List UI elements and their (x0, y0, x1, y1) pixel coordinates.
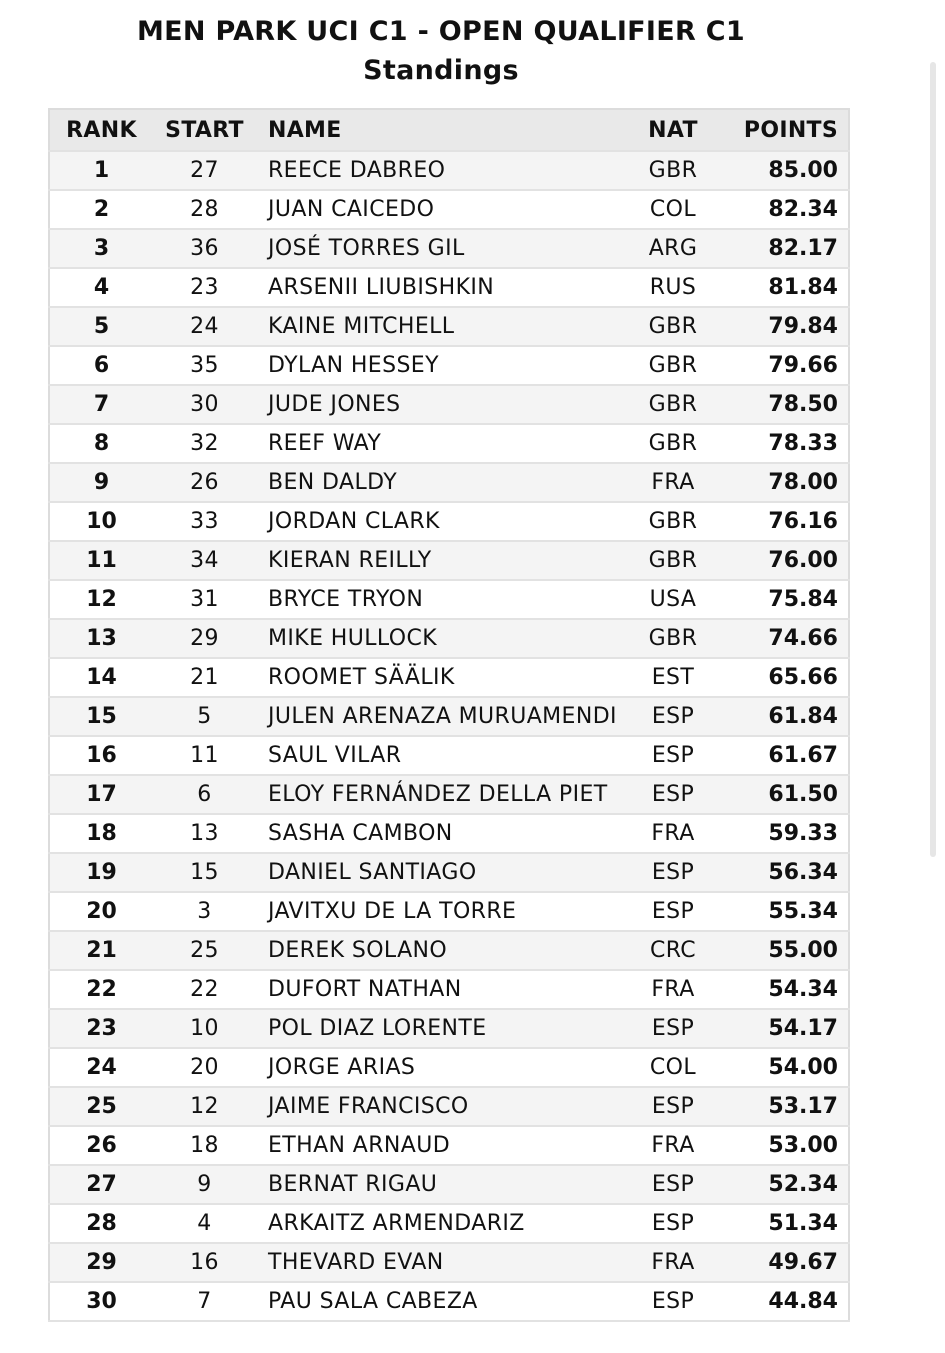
nationality-cell: FRA (632, 814, 714, 853)
nationality-cell: ESP (632, 892, 714, 931)
points-cell: 78.00 (714, 463, 849, 502)
nationality-cell: ESP (632, 697, 714, 736)
rider-name-cell: DEREK SOLANO (256, 931, 632, 970)
points-cell: 54.17 (714, 1009, 849, 1048)
points-cell: 76.16 (714, 502, 849, 541)
start-number-cell: 32 (153, 424, 256, 463)
rank-cell: 14 (49, 658, 153, 697)
rank-cell: 24 (49, 1048, 153, 1087)
table-row (49, 814, 849, 853)
nationality-cell: GBR (632, 307, 714, 346)
nationality-cell: CRC (632, 931, 714, 970)
rank-cell: 21 (49, 931, 153, 970)
start-number-cell: 34 (153, 541, 256, 580)
points-cell: 51.34 (714, 1204, 849, 1243)
points-cell: 55.34 (714, 892, 849, 931)
points-cell: 74.66 (714, 619, 849, 658)
nationality-cell: GBR (632, 502, 714, 541)
rider-name-cell: KAINE MITCHELL (256, 307, 632, 346)
rider-name-cell: JAIME FRANCISCO (256, 1087, 632, 1126)
rider-name-cell: POL DIAZ LORENTE (256, 1009, 632, 1048)
start-number-cell: 31 (153, 580, 256, 619)
column-header-start: START (153, 109, 256, 151)
rider-name-cell: JUDE JONES (256, 385, 632, 424)
rank-cell: 8 (49, 424, 153, 463)
start-number-cell: 9 (153, 1165, 256, 1204)
rank-cell: 20 (49, 892, 153, 931)
points-cell: 81.84 (714, 268, 849, 307)
nationality-cell: COL (632, 1048, 714, 1087)
points-cell: 55.00 (714, 931, 849, 970)
points-cell: 53.17 (714, 1087, 849, 1126)
rider-name-cell: MIKE HULLOCK (256, 619, 632, 658)
nationality-cell: RUS (632, 268, 714, 307)
start-number-cell: 13 (153, 814, 256, 853)
rank-cell: 2 (49, 190, 153, 229)
table-row (49, 190, 849, 229)
start-number-cell: 10 (153, 1009, 256, 1048)
rider-name-cell: ARKAITZ ARMENDARIZ (256, 1204, 632, 1243)
rider-name-cell: PAU SALA CABEZA (256, 1282, 632, 1321)
rider-name-cell: REEF WAY (256, 424, 632, 463)
rider-name-cell: ROOMET SÄÄLIK (256, 658, 632, 697)
nationality-cell: GBR (632, 541, 714, 580)
table-row (49, 580, 849, 619)
start-number-cell: 33 (153, 502, 256, 541)
start-number-cell: 6 (153, 775, 256, 814)
table-row (49, 970, 849, 1009)
nationality-cell: ESP (632, 1009, 714, 1048)
rider-name-cell: ELOY FERNÁNDEZ DELLA PIET (256, 775, 632, 814)
rank-cell: 25 (49, 1087, 153, 1126)
nationality-cell: GBR (632, 385, 714, 424)
rider-name-cell: JAVITXU DE LA TORRE (256, 892, 632, 931)
rank-cell: 18 (49, 814, 153, 853)
nationality-cell: GBR (632, 619, 714, 658)
points-cell: 85.00 (714, 151, 849, 190)
rank-cell: 19 (49, 853, 153, 892)
rank-cell: 15 (49, 697, 153, 736)
rank-cell: 3 (49, 229, 153, 268)
start-number-cell: 21 (153, 658, 256, 697)
table-row (49, 541, 849, 580)
rider-name-cell: REECE DABREO (256, 151, 632, 190)
points-cell: 82.17 (714, 229, 849, 268)
nationality-cell: FRA (632, 1126, 714, 1165)
points-cell: 76.00 (714, 541, 849, 580)
rank-cell: 17 (49, 775, 153, 814)
start-number-cell: 4 (153, 1204, 256, 1243)
column-header-rank: RANK (49, 109, 153, 151)
table-row (49, 1165, 849, 1204)
table-row (49, 1009, 849, 1048)
nationality-cell: FRA (632, 970, 714, 1009)
rank-cell: 5 (49, 307, 153, 346)
rank-cell: 29 (49, 1243, 153, 1282)
start-number-cell: 11 (153, 736, 256, 775)
table-row (49, 346, 849, 385)
rider-name-cell: JORDAN CLARK (256, 502, 632, 541)
table-row (49, 1087, 849, 1126)
rank-cell: 4 (49, 268, 153, 307)
rider-name-cell: SAUL VILAR (256, 736, 632, 775)
rank-cell: 10 (49, 502, 153, 541)
rank-cell: 30 (49, 1282, 153, 1321)
start-number-cell: 12 (153, 1087, 256, 1126)
table-row (49, 502, 849, 541)
rider-name-cell: BERNAT RIGAU (256, 1165, 632, 1204)
rider-name-cell: DUFORT NATHAN (256, 970, 632, 1009)
table-row (49, 658, 849, 697)
page-title: MEN PARK UCI C1 - OPEN QUALIFIER C1 (136, 16, 746, 47)
table-row (49, 1282, 849, 1321)
rank-cell: 27 (49, 1165, 153, 1204)
points-cell: 75.84 (714, 580, 849, 619)
start-number-cell: 18 (153, 1126, 256, 1165)
rider-name-cell: BRYCE TRYON (256, 580, 632, 619)
points-cell: 49.67 (714, 1243, 849, 1282)
rider-name-cell: DYLAN HESSEY (256, 346, 632, 385)
standings-table (48, 108, 850, 1322)
nationality-cell: GBR (632, 424, 714, 463)
nationality-cell: ESP (632, 775, 714, 814)
points-cell: 61.84 (714, 697, 849, 736)
nationality-cell: ESP (632, 1087, 714, 1126)
points-cell: 52.34 (714, 1165, 849, 1204)
rank-cell: 13 (49, 619, 153, 658)
rank-cell: 12 (49, 580, 153, 619)
column-header-points: POINTS (714, 109, 849, 151)
table-row (49, 892, 849, 931)
rank-cell: 26 (49, 1126, 153, 1165)
table-row (49, 151, 849, 190)
nationality-cell: ESP (632, 1165, 714, 1204)
rider-name-cell: JULEN ARENAZA MURUAMENDI (256, 697, 632, 736)
table-row (49, 697, 849, 736)
rider-name-cell: THEVARD EVAN (256, 1243, 632, 1282)
nationality-cell: FRA (632, 1243, 714, 1282)
table-row (49, 1204, 849, 1243)
start-number-cell: 16 (153, 1243, 256, 1282)
start-number-cell: 15 (153, 853, 256, 892)
nationality-cell: GBR (632, 151, 714, 190)
nationality-cell: ESP (632, 1282, 714, 1321)
table-row (49, 619, 849, 658)
rank-cell: 7 (49, 385, 153, 424)
points-cell: 79.84 (714, 307, 849, 346)
rank-cell: 22 (49, 970, 153, 1009)
start-number-cell: 36 (153, 229, 256, 268)
points-cell: 54.00 (714, 1048, 849, 1087)
points-cell: 56.34 (714, 853, 849, 892)
table-row (49, 463, 849, 502)
nationality-cell: FRA (632, 463, 714, 502)
page-subtitle: Standings (363, 55, 519, 86)
points-cell: 61.50 (714, 775, 849, 814)
start-number-cell: 25 (153, 931, 256, 970)
points-cell: 54.34 (714, 970, 849, 1009)
table-row (49, 268, 849, 307)
table-row (49, 424, 849, 463)
start-number-cell: 26 (153, 463, 256, 502)
table-row (49, 1126, 849, 1165)
rank-cell: 1 (49, 151, 153, 190)
nationality-cell: GBR (632, 346, 714, 385)
start-number-cell: 28 (153, 190, 256, 229)
points-cell: 82.34 (714, 190, 849, 229)
rank-cell: 16 (49, 736, 153, 775)
points-cell: 78.33 (714, 424, 849, 463)
nationality-cell: ESP (632, 853, 714, 892)
rank-cell: 28 (49, 1204, 153, 1243)
start-number-cell: 27 (153, 151, 256, 190)
table-row (49, 385, 849, 424)
start-number-cell: 22 (153, 970, 256, 1009)
table-row (49, 1243, 849, 1282)
rider-name-cell: KIERAN REILLY (256, 541, 632, 580)
table-row (49, 229, 849, 268)
points-cell: 61.67 (714, 736, 849, 775)
rider-name-cell: JORGE ARIAS (256, 1048, 632, 1087)
rank-cell: 9 (49, 463, 153, 502)
points-cell: 79.66 (714, 346, 849, 385)
nationality-cell: ESP (632, 1204, 714, 1243)
rider-name-cell: ETHAN ARNAUD (256, 1126, 632, 1165)
column-header-nat: NAT (632, 109, 714, 151)
start-number-cell: 3 (153, 892, 256, 931)
rank-cell: 23 (49, 1009, 153, 1048)
table-row (49, 1048, 849, 1087)
rider-name-cell: BEN DALDY (256, 463, 632, 502)
rider-name-cell: JUAN CAICEDO (256, 190, 632, 229)
start-number-cell: 5 (153, 697, 256, 736)
rider-name-cell: DANIEL SANTIAGO (256, 853, 632, 892)
table-row (49, 775, 849, 814)
table-header-row (49, 109, 849, 151)
table-row (49, 853, 849, 892)
points-cell: 59.33 (714, 814, 849, 853)
start-number-cell: 20 (153, 1048, 256, 1087)
start-number-cell: 7 (153, 1282, 256, 1321)
column-header-name: NAME (256, 109, 632, 151)
rank-cell: 11 (49, 541, 153, 580)
nationality-cell: ESP (632, 736, 714, 775)
vertical-scrollbar[interactable] (930, 62, 936, 857)
nationality-cell: USA (632, 580, 714, 619)
start-number-cell: 29 (153, 619, 256, 658)
points-cell: 44.84 (714, 1282, 849, 1321)
nationality-cell: COL (632, 190, 714, 229)
rank-cell: 6 (49, 346, 153, 385)
start-number-cell: 23 (153, 268, 256, 307)
rider-name-cell: SASHA CAMBON (256, 814, 632, 853)
nationality-cell: EST (632, 658, 714, 697)
points-cell: 78.50 (714, 385, 849, 424)
points-cell: 53.00 (714, 1126, 849, 1165)
points-cell: 65.66 (714, 658, 849, 697)
start-number-cell: 30 (153, 385, 256, 424)
table-row (49, 931, 849, 970)
rider-name-cell: JOSÉ TORRES GIL (256, 229, 632, 268)
table-row (49, 307, 849, 346)
start-number-cell: 35 (153, 346, 256, 385)
rider-name-cell: ARSENII LIUBISHKIN (256, 268, 632, 307)
table-row (49, 736, 849, 775)
nationality-cell: ARG (632, 229, 714, 268)
start-number-cell: 24 (153, 307, 256, 346)
